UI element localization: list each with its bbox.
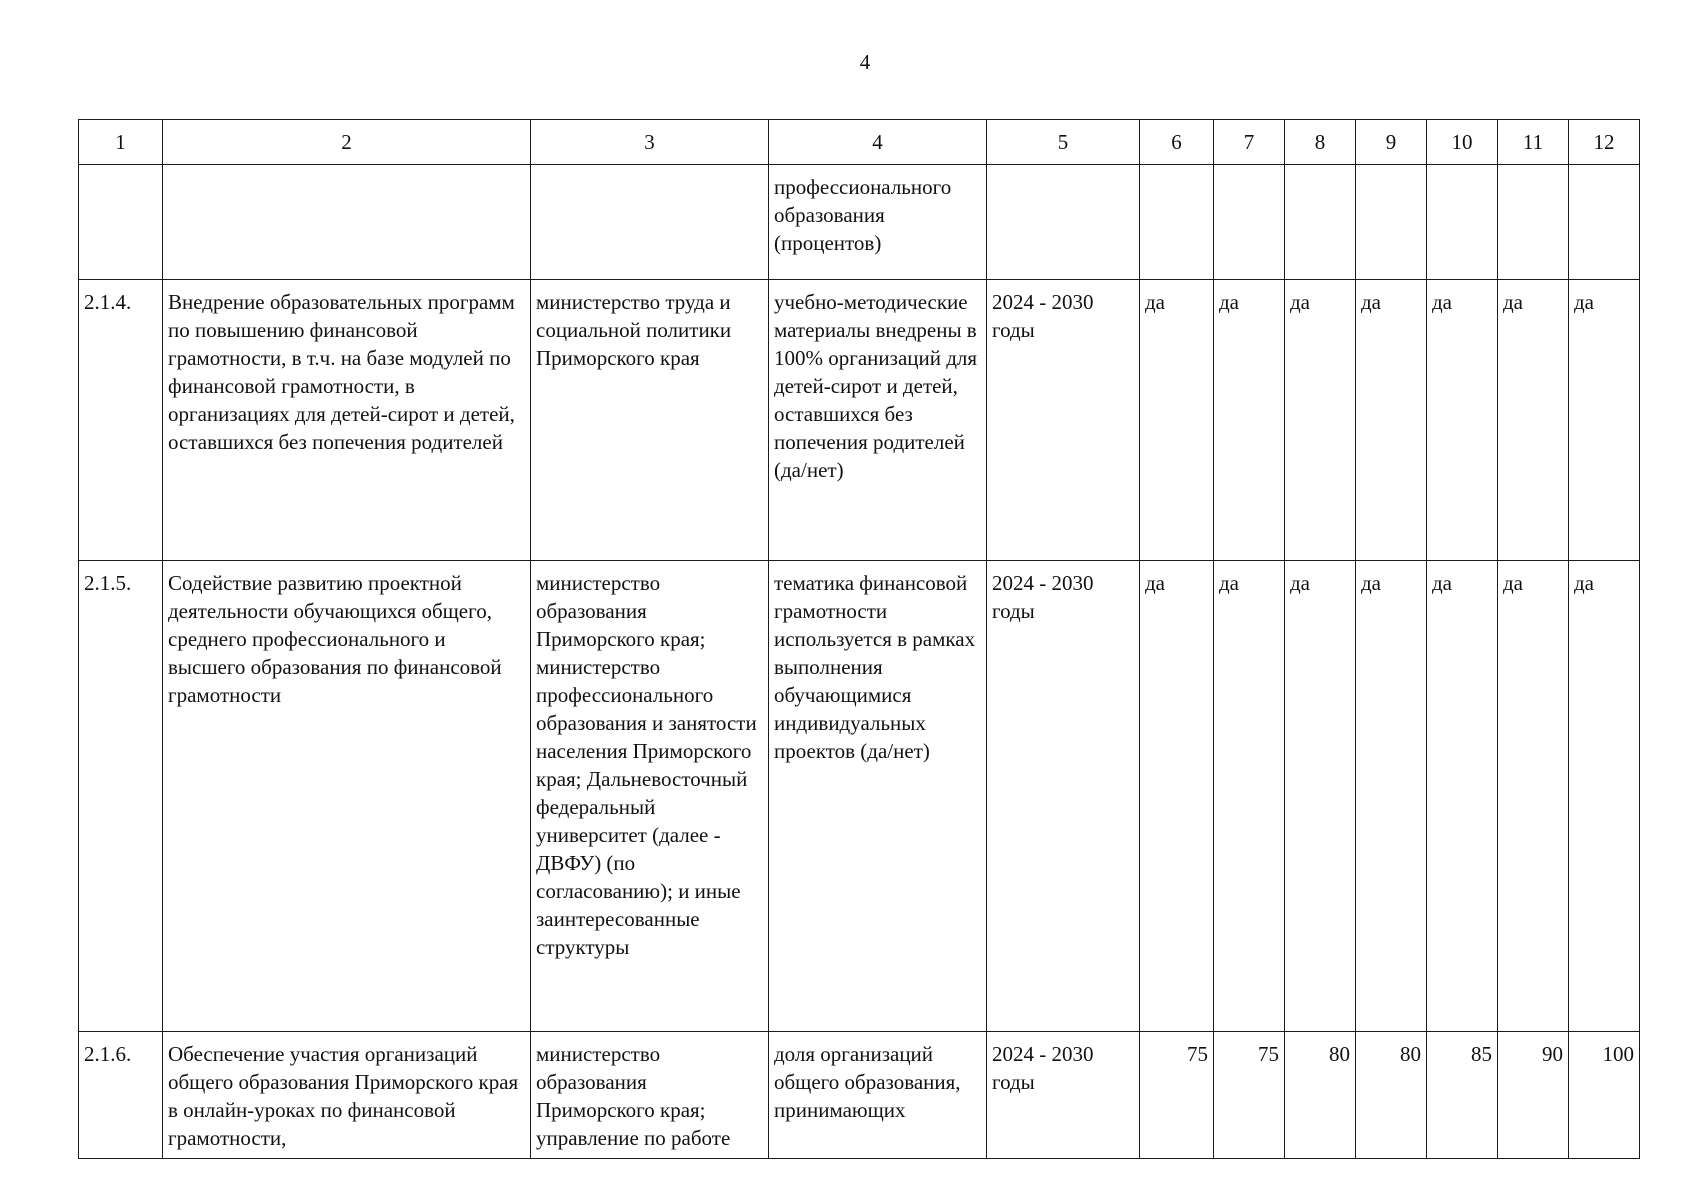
row-number-cell: 2.1.5. bbox=[79, 561, 163, 1032]
value-cell bbox=[1356, 165, 1427, 280]
value-cell: да bbox=[1569, 561, 1640, 1032]
plan-table bbox=[78, 119, 1640, 1159]
value-cell: 100 bbox=[1569, 1032, 1640, 1159]
value-cell bbox=[1140, 165, 1214, 280]
row-number-cell: 2.1.4. bbox=[79, 280, 163, 561]
responsible-cell: министерство труда и социальной политики Приморского края bbox=[531, 280, 769, 561]
responsible-cell: министерство образования Приморского края; министерство профессионального образования и занятости населения Приморского края; Дальневосточный федеральный университет (далее - ДВФУ) (по согласованию); и иные заинтересованные структуры bbox=[531, 561, 769, 1032]
value-cell: да bbox=[1285, 280, 1356, 561]
column-header: 12 bbox=[1569, 120, 1640, 165]
value-cell bbox=[1285, 165, 1356, 280]
period-cell: 2024 - 2030 годы bbox=[987, 1032, 1140, 1159]
event-name-cell: Содействие развитию проектной деятельности обучающихся общего, среднего профессионального и высшего образования по финансовой грамотности bbox=[163, 561, 531, 1032]
value-cell: да bbox=[1427, 280, 1498, 561]
column-header: 3 bbox=[531, 120, 769, 165]
value-cell: да bbox=[1498, 280, 1569, 561]
page-number: 4 bbox=[859, 50, 871, 74]
column-header: 10 bbox=[1427, 120, 1498, 165]
value-cell: 75 bbox=[1140, 1032, 1214, 1159]
row-number-cell: 2.1.6. bbox=[79, 1032, 163, 1159]
value-cell bbox=[1427, 165, 1498, 280]
value-cell: да bbox=[1356, 280, 1427, 561]
table-row bbox=[79, 1032, 1640, 1159]
indicator-cell: тематика финансовой грамотности используется в рамках выполнения обучающимися индивидуальных проектов (да/нет) bbox=[769, 561, 987, 1032]
column-header: 6 bbox=[1140, 120, 1214, 165]
value-cell: да bbox=[1569, 280, 1640, 561]
period-cell bbox=[987, 165, 1140, 280]
indicator-cell: профессионального образования (процентов) bbox=[769, 165, 987, 280]
table-row bbox=[79, 561, 1640, 1032]
value-cell: да bbox=[1140, 280, 1214, 561]
column-header: 2 bbox=[163, 120, 531, 165]
indicator-cell: учебно-методические материалы внедрены в 100% организаций для детей-сирот и детей, оставшихся без попечения родителей (да/нет) bbox=[769, 280, 987, 561]
table-row bbox=[79, 280, 1640, 561]
value-cell: 80 bbox=[1356, 1032, 1427, 1159]
value-cell: да bbox=[1498, 561, 1569, 1032]
value-cell: да bbox=[1140, 561, 1214, 1032]
value-cell: 85 bbox=[1427, 1032, 1498, 1159]
column-header: 11 bbox=[1498, 120, 1569, 165]
column-header: 4 bbox=[769, 120, 987, 165]
value-cell: да bbox=[1285, 561, 1356, 1032]
column-header: 7 bbox=[1214, 120, 1285, 165]
row-number-cell bbox=[79, 165, 163, 280]
value-cell: да bbox=[1214, 280, 1285, 561]
column-header: 9 bbox=[1356, 120, 1427, 165]
value-cell bbox=[1498, 165, 1569, 280]
period-cell: 2024 - 2030 годы bbox=[987, 280, 1140, 561]
event-name-cell bbox=[163, 165, 531, 280]
table-header-row bbox=[79, 120, 1640, 165]
responsible-cell: министерство образования Приморского края; управление по работе bbox=[531, 1032, 769, 1159]
value-cell: 90 bbox=[1498, 1032, 1569, 1159]
event-name-cell: Внедрение образовательных программ по повышению финансовой грамотности, в т.ч. на базе модулей по финансовой грамотности, в организациях для детей-сирот и детей, оставшихся без попечения родителей bbox=[163, 280, 531, 561]
period-cell: 2024 - 2030 годы bbox=[987, 561, 1140, 1032]
column-header: 1 bbox=[79, 120, 163, 165]
value-cell: да bbox=[1427, 561, 1498, 1032]
value-cell: да bbox=[1356, 561, 1427, 1032]
value-cell bbox=[1569, 165, 1640, 280]
value-cell: 80 bbox=[1285, 1032, 1356, 1159]
value-cell bbox=[1214, 165, 1285, 280]
value-cell: 75 bbox=[1214, 1032, 1285, 1159]
column-header: 5 bbox=[987, 120, 1140, 165]
column-header: 8 bbox=[1285, 120, 1356, 165]
event-name-cell: Обеспечение участия организаций общего образования Приморского края в онлайн-уроках по финансовой грамотности, bbox=[163, 1032, 531, 1159]
indicator-cell: доля организаций общего образования, принимающих bbox=[769, 1032, 987, 1159]
value-cell: да bbox=[1214, 561, 1285, 1032]
table-row bbox=[79, 165, 1640, 280]
responsible-cell bbox=[531, 165, 769, 280]
